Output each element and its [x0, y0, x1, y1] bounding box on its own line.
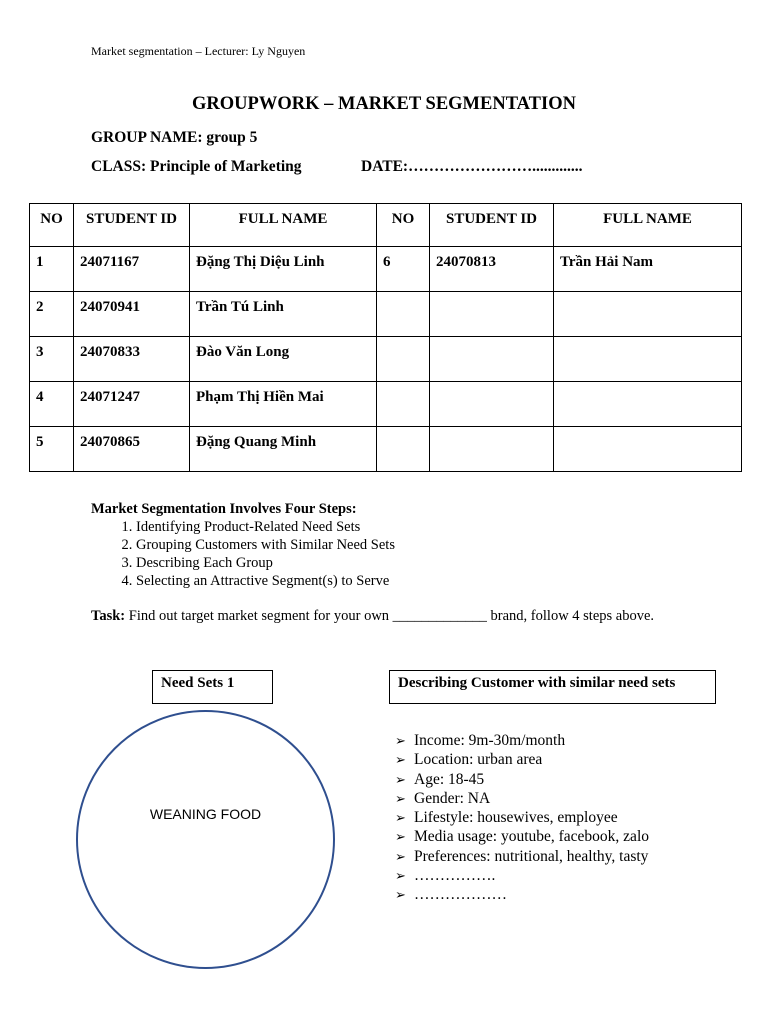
arrow-bullet-icon: ➢ [395, 848, 406, 864]
table-cell: 5 [30, 427, 74, 472]
table-cell: 24070813 [430, 247, 554, 292]
steps-section [91, 500, 395, 590]
table-cell [554, 292, 742, 337]
step-item: 1. Identifying Product-Related Need Sets [136, 518, 395, 536]
arrow-bullet-icon: ➢ [395, 771, 406, 787]
arrow-bullet-icon: ➢ [395, 752, 406, 768]
table-cell: 24071247 [74, 382, 190, 427]
table-cell: Đặng Quang Minh [190, 427, 377, 472]
arrow-bullet-icon: ➢ [395, 733, 406, 748]
attribute-text: Gender: NA [414, 789, 491, 807]
table-cell [554, 427, 742, 472]
table-cell [377, 292, 430, 337]
attribute-text: Lifestyle: housewives, employee [414, 809, 618, 827]
attribute-text: Age: 18-45 [414, 770, 485, 788]
group-name: GROUP NAME: group 5 [91, 129, 258, 146]
step-item: 2. Grouping Customers with Similar Need Sets [136, 536, 395, 554]
list-item [395, 827, 649, 846]
table-cell [430, 427, 554, 472]
table-cell: 24070941 [74, 292, 190, 337]
table-cell: 6 [377, 247, 430, 292]
header-no: NO [377, 204, 430, 247]
list-item [395, 731, 649, 750]
table-cell [377, 337, 430, 382]
header-no: NO [30, 204, 74, 247]
customer-attributes-list [395, 731, 649, 905]
table-cell: Đặng Thị Diệu Linh [190, 247, 377, 292]
table-cell: Trần Hải Nam [554, 247, 742, 292]
table-cell: 24070865 [74, 427, 190, 472]
header-student-id: STUDENT ID [74, 204, 190, 247]
task-text: Find out target market segment for your own _____________ brand, follow 4 steps above. [125, 608, 655, 624]
task-label: Task: [91, 608, 126, 624]
list-item [395, 885, 649, 904]
need-set-circle-label: WEANING FOOD [149, 806, 262, 822]
table-row [30, 247, 742, 292]
arrow-bullet-icon: ➢ [395, 887, 406, 903]
table-row [30, 382, 742, 427]
table-cell: 24070833 [74, 337, 190, 382]
arrow-bullet-icon: ➢ [395, 868, 406, 884]
list-item [395, 847, 649, 866]
list-item [395, 866, 649, 885]
table-cell: 24071167 [74, 247, 190, 292]
table-cell [430, 382, 554, 427]
table-cell [554, 337, 742, 382]
members-table [29, 203, 742, 472]
table-cell [430, 337, 554, 382]
header-student-id: STUDENT ID [430, 204, 554, 247]
list-item [395, 808, 649, 827]
date-label: DATE:……………………............. [361, 158, 583, 175]
table-cell: 4 [30, 382, 74, 427]
attribute-text: ……………. [414, 867, 496, 885]
arrow-bullet-icon: ➢ [395, 790, 406, 806]
class-label: CLASS: Principle of Marketing [91, 158, 302, 175]
describe-customer-box: Describing Customer with similar need sets [389, 670, 716, 704]
table-row [30, 337, 742, 382]
step-item: 4. Selecting an Attractive Segment(s) to Serve [136, 572, 395, 590]
attribute-text: Media usage: youtube, facebook, zalo [414, 828, 649, 846]
need-set-circle [76, 710, 335, 969]
header-full-name: FULL NAME [554, 204, 742, 247]
table-cell [430, 292, 554, 337]
header-note: Market segmentation – Lecturer: Ly Nguyen [91, 44, 306, 58]
arrow-bullet-icon: ➢ [395, 829, 406, 845]
table-cell: 3 [30, 337, 74, 382]
page-title: GROUPWORK – MARKET SEGMENTATION [192, 94, 576, 114]
need-sets-box: Need Sets 1 [152, 670, 273, 704]
class-line [91, 158, 583, 176]
header-full-name: FULL NAME [190, 204, 377, 247]
table-cell: Đào Văn Long [190, 337, 377, 382]
attribute-text: ……………… [414, 886, 507, 904]
list-item [395, 770, 649, 789]
list-item [395, 789, 649, 808]
table-cell [377, 382, 430, 427]
table-row [30, 427, 742, 472]
table-cell: Trần Tú Linh [190, 292, 377, 337]
table-cell [377, 427, 430, 472]
table-header-row [30, 204, 742, 247]
attribute-text: Preferences: nutritional, healthy, tasty [414, 847, 649, 865]
table-row [30, 292, 742, 337]
list-item [395, 750, 649, 769]
steps-title: Market Segmentation Involves Four Steps: [91, 501, 357, 517]
step-item: 3. Describing Each Group [136, 554, 395, 572]
steps-list [91, 518, 395, 590]
task-line [91, 608, 654, 625]
table-cell [554, 382, 742, 427]
table-cell: Phạm Thị Hiền Mai [190, 382, 377, 427]
attribute-text: Income: 9m-30m/month [414, 732, 566, 749]
table-cell: 1 [30, 247, 74, 292]
attribute-text: Location: urban area [414, 751, 543, 769]
arrow-bullet-icon: ➢ [395, 810, 406, 826]
table-cell: 2 [30, 292, 74, 337]
